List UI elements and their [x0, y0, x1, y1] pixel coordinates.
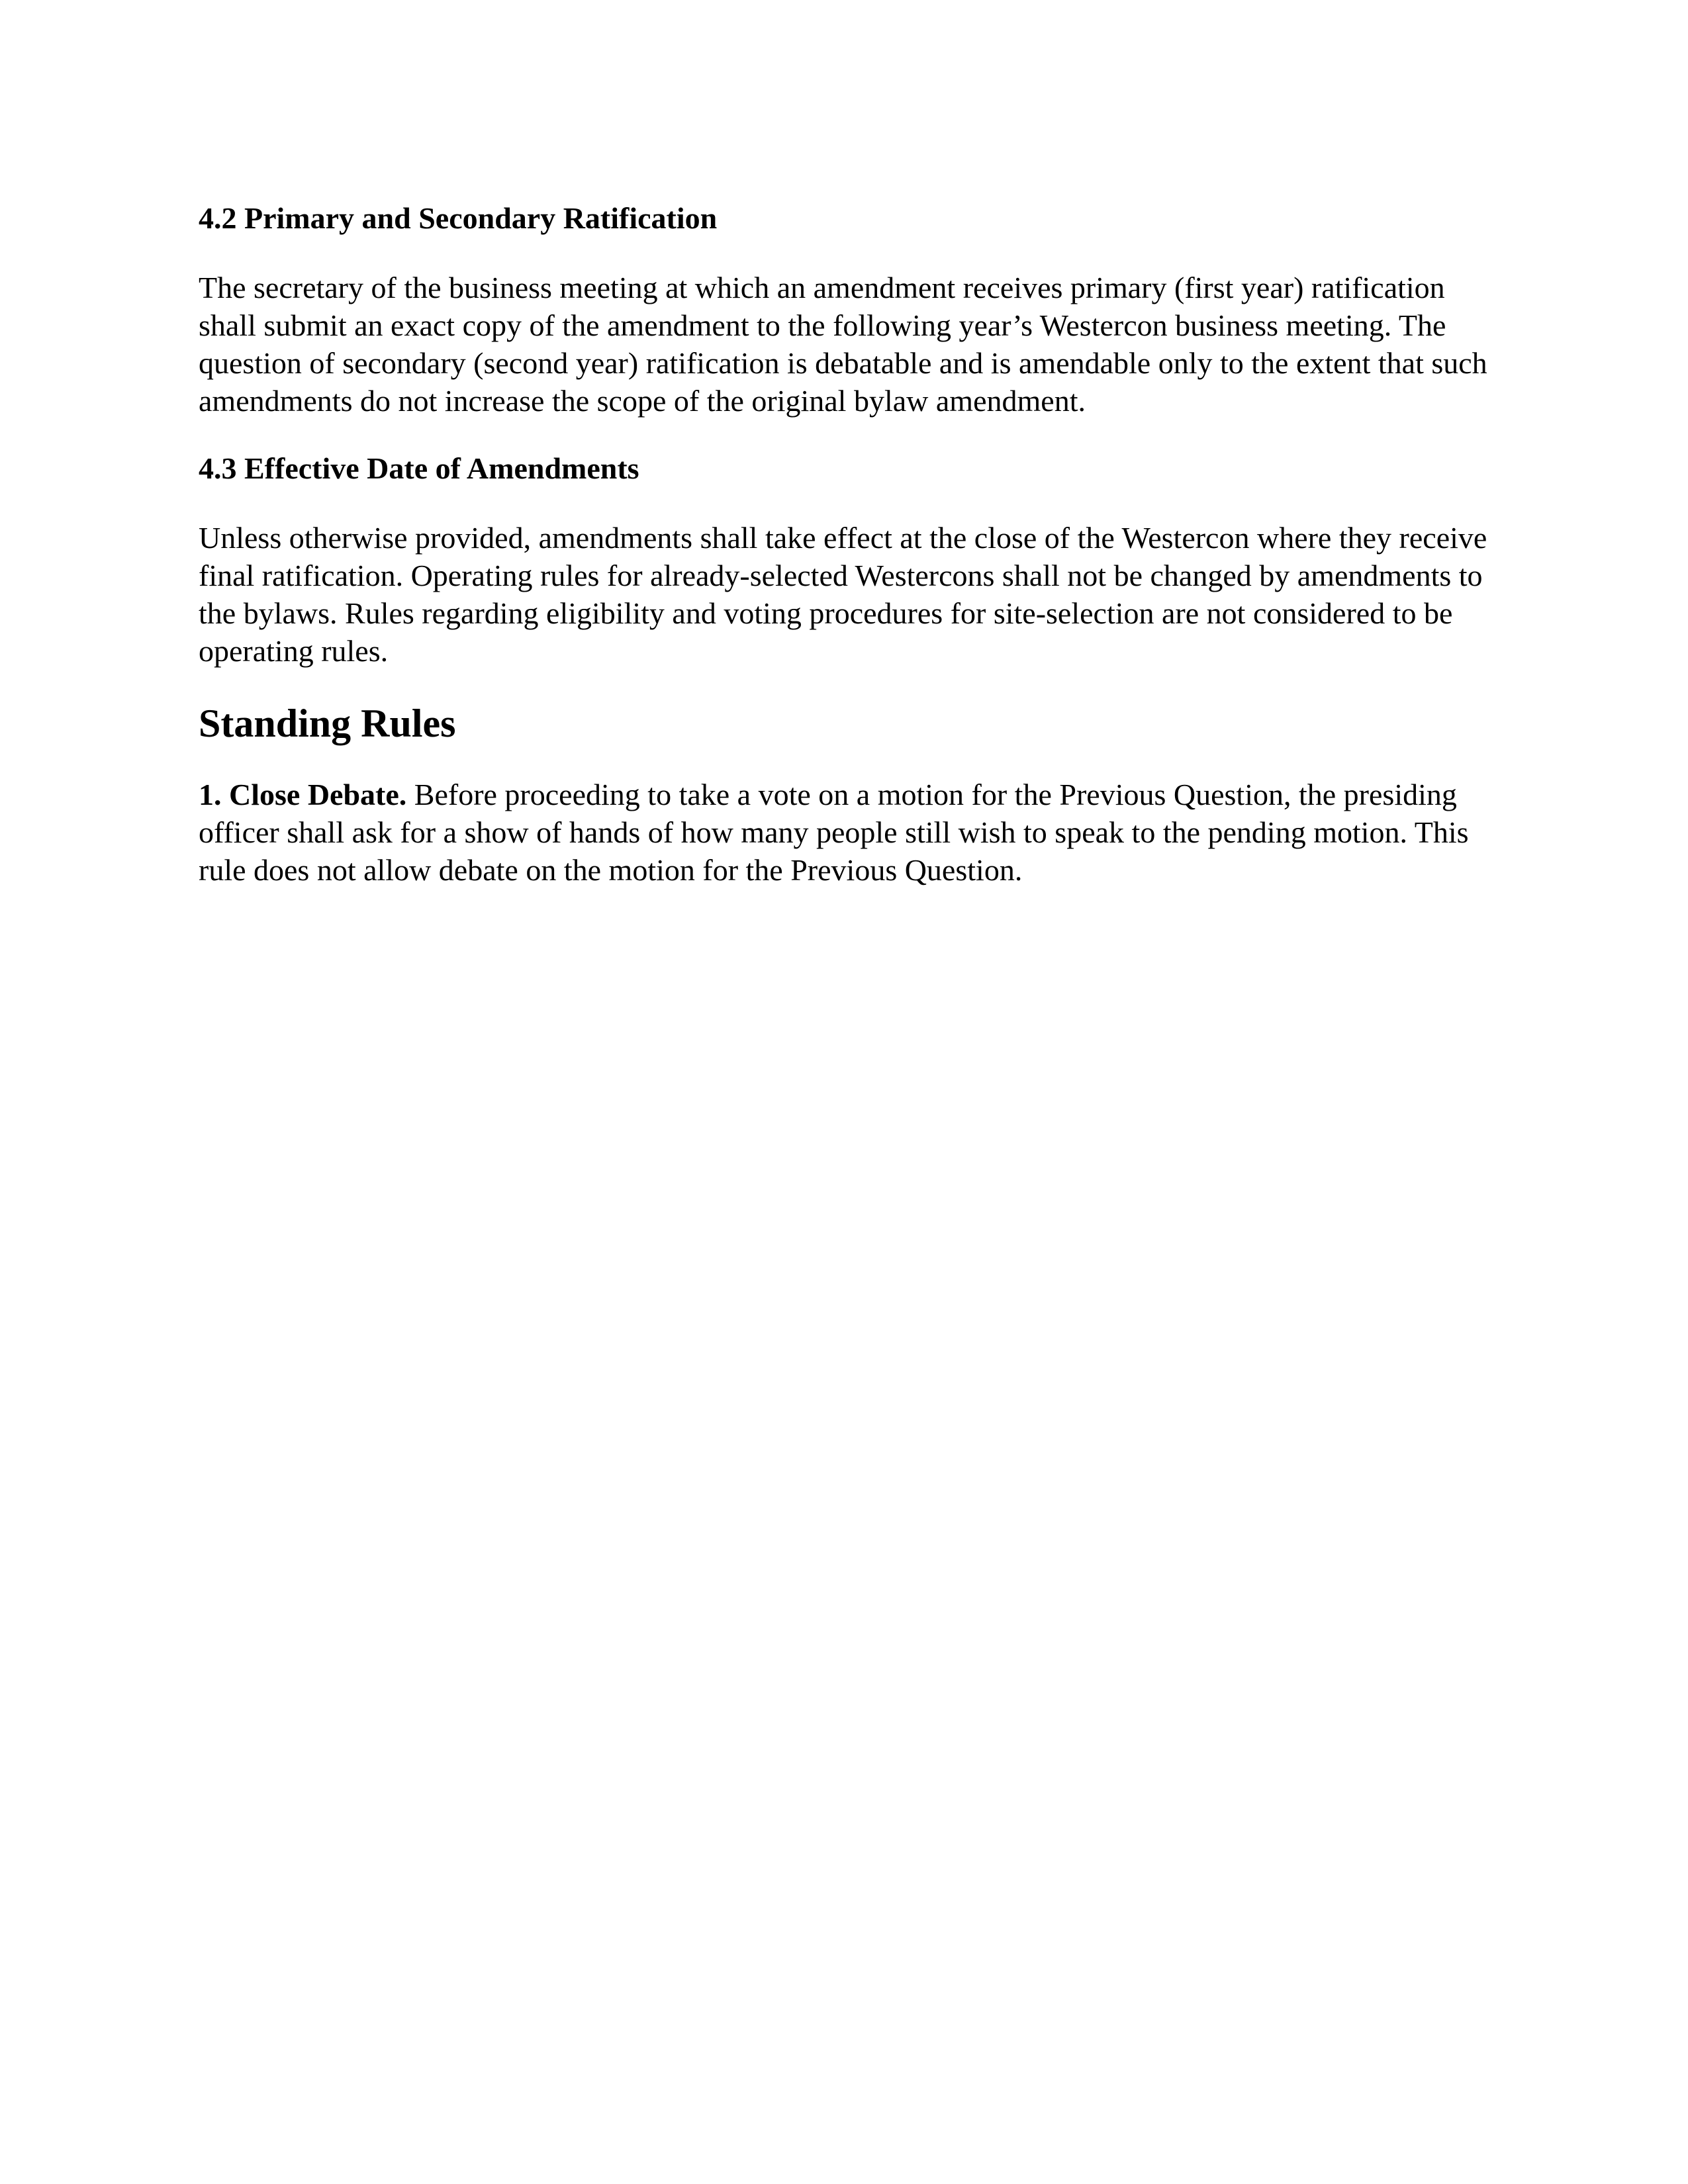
section-body-4-2: The secretary of the business meeting at which an amendment receives primary (first year) ratification shall submit an exact copy of the amendment to the following year’s Westercon business meeting. The question of secondary (second year) ratification is debatable and is amendable only to the extent that such amendments do not increase the scope of the original bylaw amendment.	[199, 271, 1487, 418]
standing-rule-1-title: 1. Close Debate.	[199, 778, 407, 811]
standing-rule-1-text: Before proceeding to take a vote on a motion for the Previous Question, the presiding officer shall ask for a show of hands of how many people still wish to speak to the pending motion. This rule does not allow debate on the motion for the Previous Question.	[199, 778, 1469, 887]
section-body-4-3: Unless otherwise provided, amendments shall take effect at the close of the Westercon where they receive final ratification. Operating rules for already-selected Westercons shall not be changed by amendments to the bylaws. Rules regarding eligibility and voting procedures for site-selection are not considered to be operating rules.	[199, 521, 1487, 668]
standing-rules-heading: Standing Rules	[199, 702, 456, 745]
document-page	[199, 192, 1496, 889]
section-heading-4-3: 4.3 Effective Date of Amendments	[199, 451, 639, 485]
section-heading-4-2: 4.2 Primary and Secondary Ratification	[199, 201, 718, 235]
standing-rule-1	[199, 776, 1496, 889]
